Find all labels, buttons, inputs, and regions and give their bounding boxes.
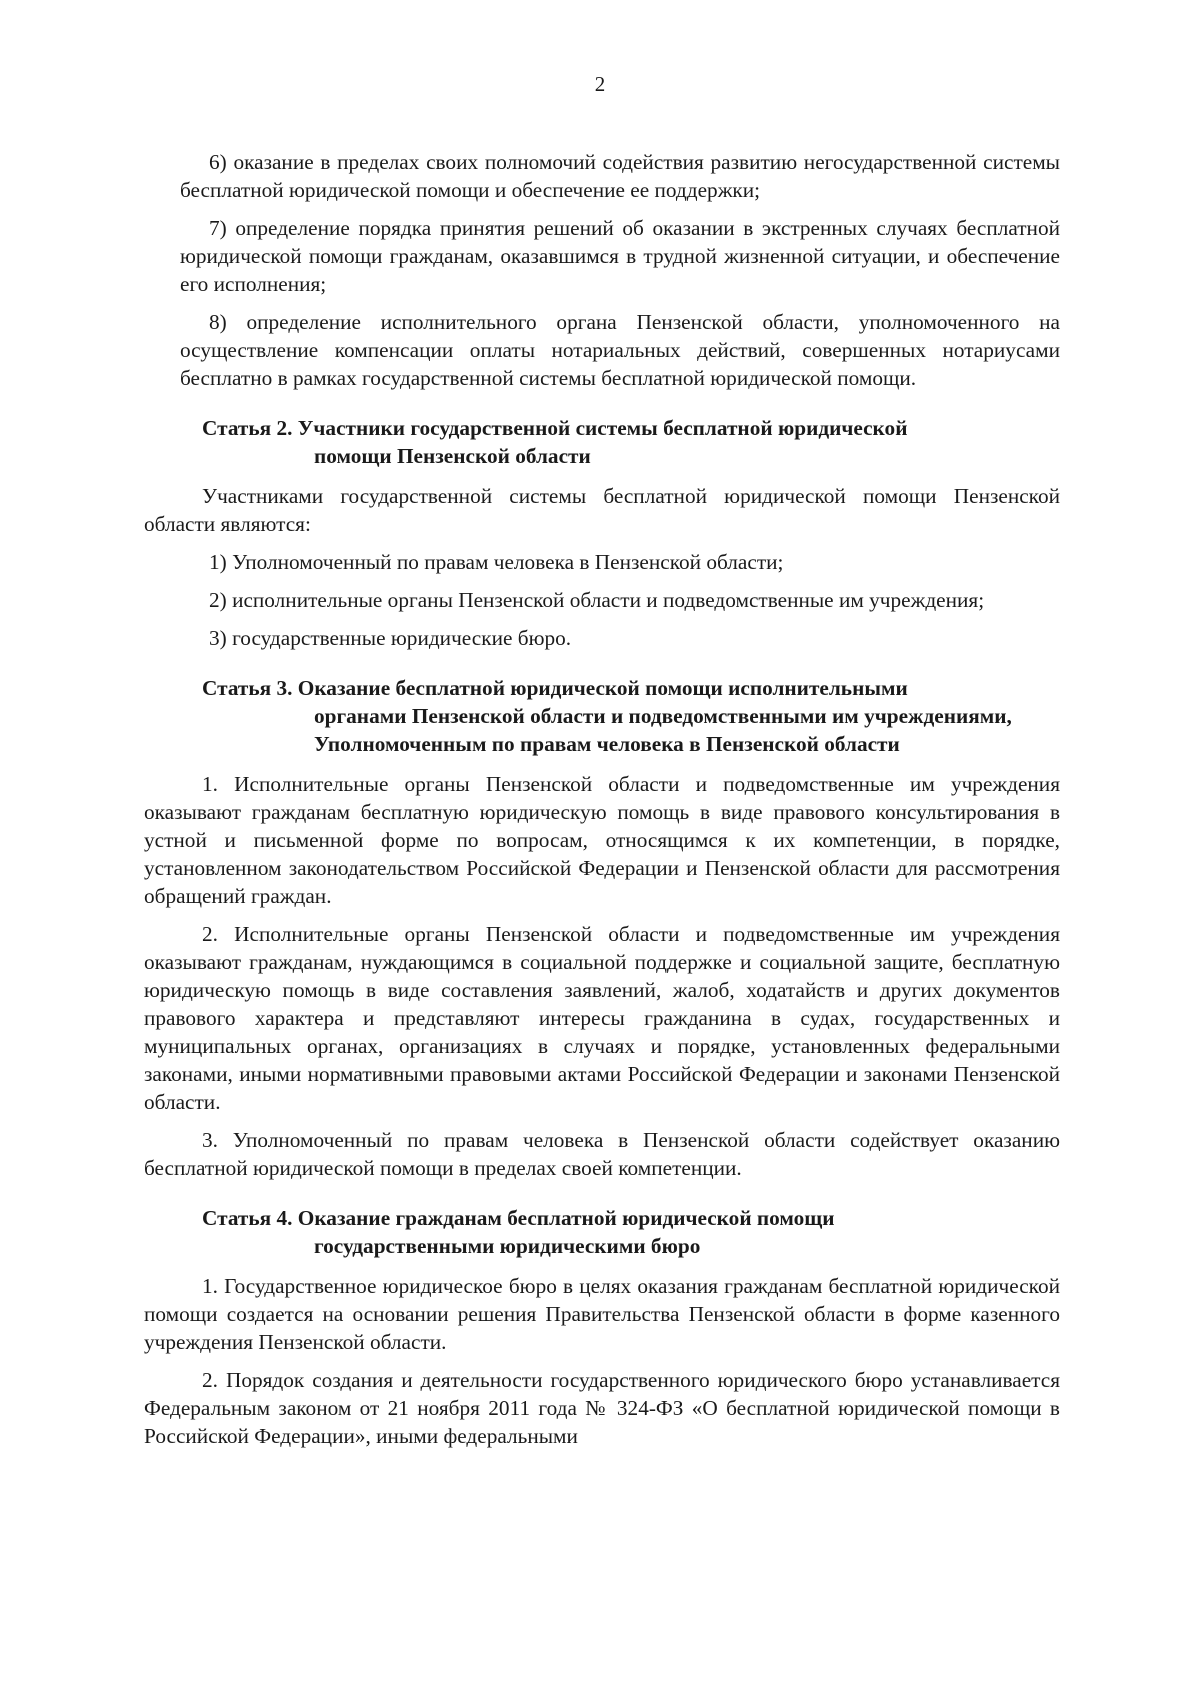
article-3-title-rest: органами Пензенской области и подведомственными им учреждениями, Уполномоченным по правам человека в Пензенской области: [314, 704, 1012, 756]
document-body: [144, 148, 1060, 1460]
list-item-7: 7) определение порядка принятия решений об оказании в экстренных случаях бесплатной юридической помощи гражданам, оказавшимся в трудной жизненной ситуации, и обеспечение его исполнения;: [180, 216, 1060, 296]
article-2-intro: Участниками государственной системы бесплатной юридической помощи Пензенской области являются:: [144, 484, 1060, 536]
article-3-heading: [202, 674, 1060, 758]
article-4-paragraph-1: 1. Государственное юридическое бюро в целях оказания гражданам бесплатной юридической помощи создается на основании решения Правительства Пензенской области в форме казенного учреждения Пензенской области.: [144, 1274, 1060, 1354]
article-3-paragraph-1: 1. Исполнительные органы Пензенской области и подведомственные им учреждения оказывают гражданам бесплатную юридическую помощь в виде правового консультирования в устной и письменной форме по вопросам, относящимся к их компетенции, в порядке, установленном законодательством Российской Федерации и Пензенской области для рассмотрения обращений граждан.: [144, 772, 1060, 908]
page-number: 2: [594, 72, 606, 96]
article-4-heading: [202, 1204, 1060, 1260]
list-item-8: 8) определение исполнительного органа Пензенской области, уполномоченного на осуществление компенсации оплаты нотариальных действий, совершенных нотариусами бесплатно в рамках государственной системы бесплатной юридической помощи.: [180, 310, 1060, 390]
article-3-paragraph-3: 3. Уполномоченный по правам человека в Пензенской области содействует оказанию бесплатной юридической помощи в пределах своей компетенции.: [144, 1128, 1060, 1180]
article-3-paragraph-2: 2. Исполнительные органы Пензенской области и подведомственные им учреждения оказывают гражданам, нуждающимся в социальной поддержке и социальной защите, бесплатную юридическую помощь в виде составления заявлений, жалоб, ходатайств и других документов правового характера и представляют интересы гражданина в судах, государственных и муниципальных органах, организациях в случаях и порядке, установленных федеральными законами, иными нормативными правовыми актами Российской Федерации и законами Пензенской области.: [144, 922, 1060, 1114]
article-3-title-line1: Статья 3. Оказание бесплатной юридической помощи исполнительными: [202, 676, 908, 700]
article-4-title-line1: Статья 4. Оказание гражданам бесплатной юридической помощи: [202, 1206, 835, 1230]
article-4-paragraph-2: 2. Порядок создания и деятельности государственного юридического бюро устанавливается Федеральным законом от 21 ноября 2011 года № 324-ФЗ «О бесплатной юридической помощи в Российской Федерации», иными федеральными: [144, 1368, 1060, 1448]
article-4-title-rest: государственными юридическими бюро: [314, 1234, 701, 1258]
list-item-6: 6) оказание в пределах своих полномочий содействия развитию негосударственной системы бесплатной юридической помощи и обеспечение ее поддержки;: [180, 150, 1060, 202]
article-2-item-1: 1) Уполномоченный по правам человека в Пензенской области;: [209, 550, 784, 574]
article-2-item-3: 3) государственные юридические бюро.: [209, 626, 572, 650]
article-2-title-line1: Статья 2. Участники государственной системы бесплатной юридической: [202, 416, 908, 440]
article-2-item-2: 2) исполнительные органы Пензенской области и подведомственные им учреждения;: [209, 588, 985, 612]
article-2-title-rest: помощи Пензенской области: [314, 444, 591, 468]
article-2-heading: [202, 414, 1060, 470]
